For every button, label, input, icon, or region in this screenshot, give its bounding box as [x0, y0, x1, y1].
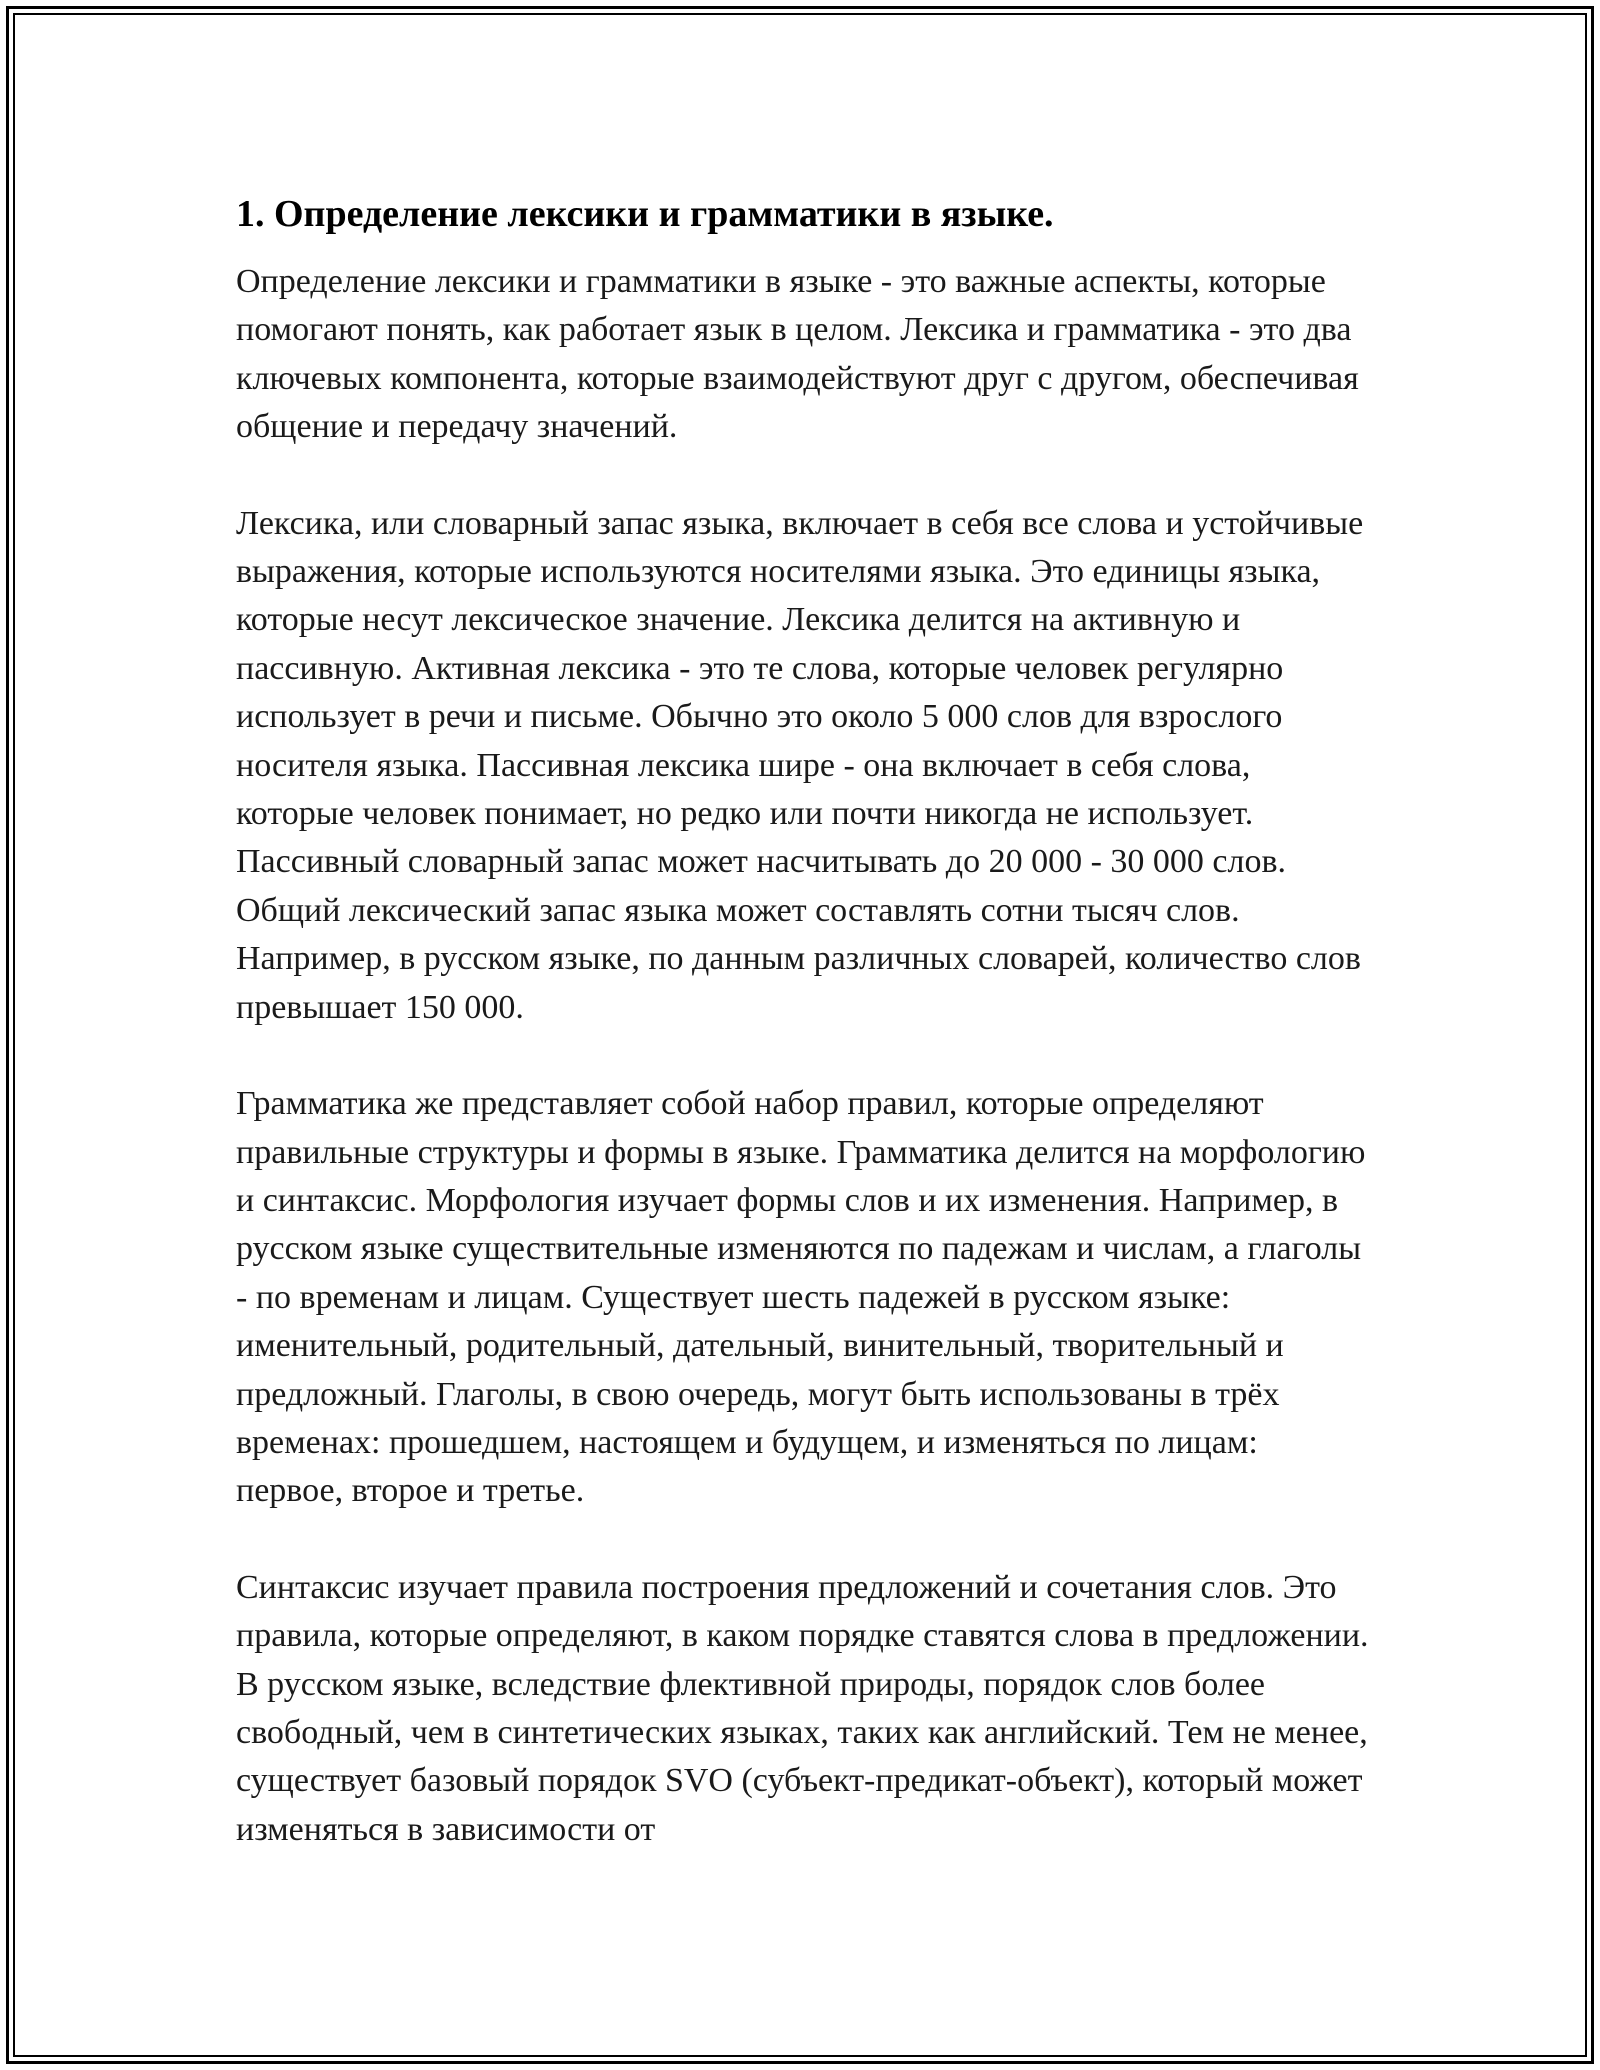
document-body: [236, 190, 1372, 1902]
paragraph-syntax: Синтаксис изучает правила построения предложений и сочетания слов. Это правила, которые определяют, в каком порядке ставятся слова в предложении. В русском языке, вследствие флективной природы, порядок слов более свободный, чем в синтетических языках, таких как английский. Тем не менее, существует базовый порядок SVO (субъект-предикат-объект), который может изменяться в зависимости от: [236, 1568, 1369, 1848]
paragraph-intro: Определение лексики и грамматики в языке - это важные аспекты, которые помогают понять, как работает язык в целом. Лексика и грамматика - это два ключевых компонента, которые взаимодействуют друг с другом, обеспечивая общение и передачу значений.: [236, 263, 1359, 446]
section-heading: 1. Определение лексики и грамматики в языке.: [236, 193, 1054, 235]
paragraph-grammar: Грамматика же представляет собой набор правил, которые определяют правильные структуры и формы в языке. Грамматика делится на морфологию и синтаксис. Морфология изучает формы слов и их изменения. Например, в русском языке существительные изменяются по падежам и числам, а глаголы - по временам и лицам. Существует шесть падежей в русском языке: именительный, родительный, дательный, винительный, творительный и предложный. Глаголы, в свою очередь, могут быть использованы в трёх временах: прошедшем, настоящем и будущем, и изменяться по лицам: первое, второе и третье.: [236, 1085, 1366, 1510]
paragraph-lexicon: Лексика, или словарный запас языка, включает в себя все слова и устойчивые выражения, которые используются носителями языка. Это единицы языка, которые несут лексическое значение. Лексика делится на активную и пассивную. Активная лексика - это те слова, которые человек регулярно использует в речи и письме. Обычно это около 5 000 слов для взрослого носителя языка. Пассивная лексика шире - она включает в себя слова, которые человек понимает, но редко или почти никогда не использует. Пассивный словарный запас может насчитывать до 20 000 - 30 000 слов. Общий лексический запас языка может составлять сотни тысяч слов. Например, в русском языке, по данным различных словарей, количество слов превышает 150 000.: [236, 504, 1364, 1026]
